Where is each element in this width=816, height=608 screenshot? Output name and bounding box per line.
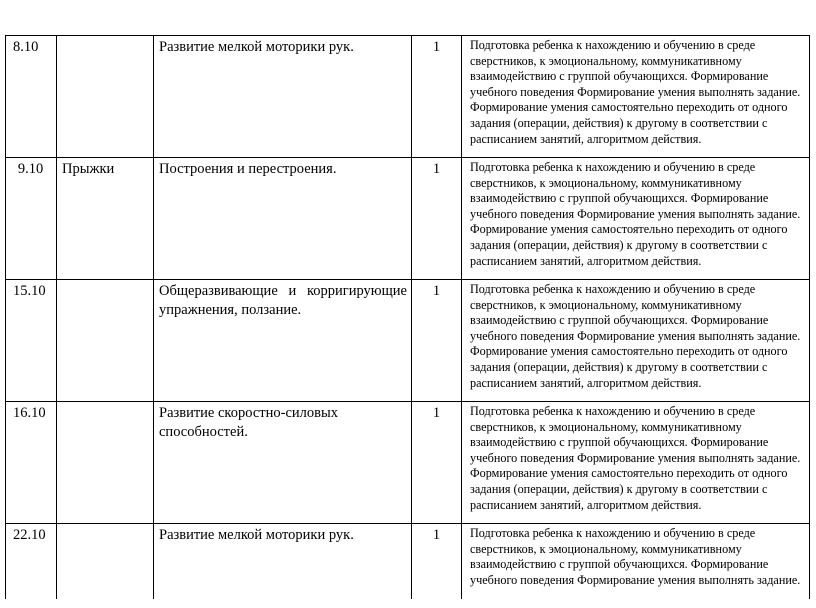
description-cell: Подготовка ребенка к нахождению и обучению в среде сверстников, к эмоциональному, коммуникативному взаимодействию с группой обучающихся. Формирование учебного поведения Формирование умения выполнять задание. Формирование умения самостоятельно переходить от одного задания (операции, действия) к другому в соответствии с расписанием занятий, алгоритмом действия.	[462, 402, 810, 524]
date-cell: 15.10	[6, 280, 57, 402]
topic-cell	[57, 524, 154, 599]
table-row	[6, 524, 810, 599]
lesson-cell: Развитие мелкой моторики рук.	[154, 36, 412, 158]
hours-cell: 1	[412, 524, 462, 599]
table-row	[6, 36, 810, 158]
hours-cell: 1	[412, 280, 462, 402]
topic-cell	[57, 402, 154, 524]
lesson-plan-table	[5, 35, 810, 599]
description-cell: Подготовка ребенка к нахождению и обучению в среде сверстников, к эмоциональному, коммуникативному взаимодействию с группой обучающихся. Формирование учебного поведения Формирование умения выполнять задание.	[462, 524, 810, 599]
hours-cell: 1	[412, 158, 462, 280]
topic-cell	[57, 280, 154, 402]
table-row	[6, 280, 810, 402]
lesson-cell: Построения и перестроения.	[154, 158, 412, 280]
lesson-cell: Развитие скоростно-силовых способностей.	[154, 402, 412, 524]
description-cell: Подготовка ребенка к нахождению и обучению в среде сверстников, к эмоциональному, коммуникативному взаимодействию с группой обучающихся. Формирование учебного поведения Формирование умения выполнять задание. Формирование умения самостоятельно переходить от одного задания (операции, действия) к другому в соответствии с расписанием занятий, алгоритмом действия.	[462, 36, 810, 158]
date-cell: 8.10	[6, 36, 57, 158]
table-row	[6, 402, 810, 524]
topic-cell: Прыжки	[57, 158, 154, 280]
date-cell: 9.10	[6, 158, 57, 280]
hours-cell: 1	[412, 402, 462, 524]
lesson-cell: Общеразвивающие и корригирующие упражнения, ползание.	[154, 280, 412, 402]
hours-cell: 1	[412, 36, 462, 158]
description-cell: Подготовка ребенка к нахождению и обучению в среде сверстников, к эмоциональному, коммуникативному взаимодействию с группой обучающихся. Формирование учебного поведения Формирование умения выполнять задание. Формирование умения самостоятельно переходить от одного задания (операции, действия) к другому в соответствии с расписанием занятий, алгоритмом действия.	[462, 158, 810, 280]
date-cell: 16.10	[6, 402, 57, 524]
lesson-cell: Развитие мелкой моторики рук.	[154, 524, 412, 599]
table-row	[6, 158, 810, 280]
topic-cell	[57, 36, 154, 158]
description-cell: Подготовка ребенка к нахождению и обучению в среде сверстников, к эмоциональному, коммуникативному взаимодействию с группой обучающихся. Формирование учебного поведения Формирование умения выполнять задание. Формирование умения самостоятельно переходить от одного задания (операции, действия) к другому в соответствии с расписанием занятий, алгоритмом действия.	[462, 280, 810, 402]
date-cell: 22.10	[6, 524, 57, 599]
